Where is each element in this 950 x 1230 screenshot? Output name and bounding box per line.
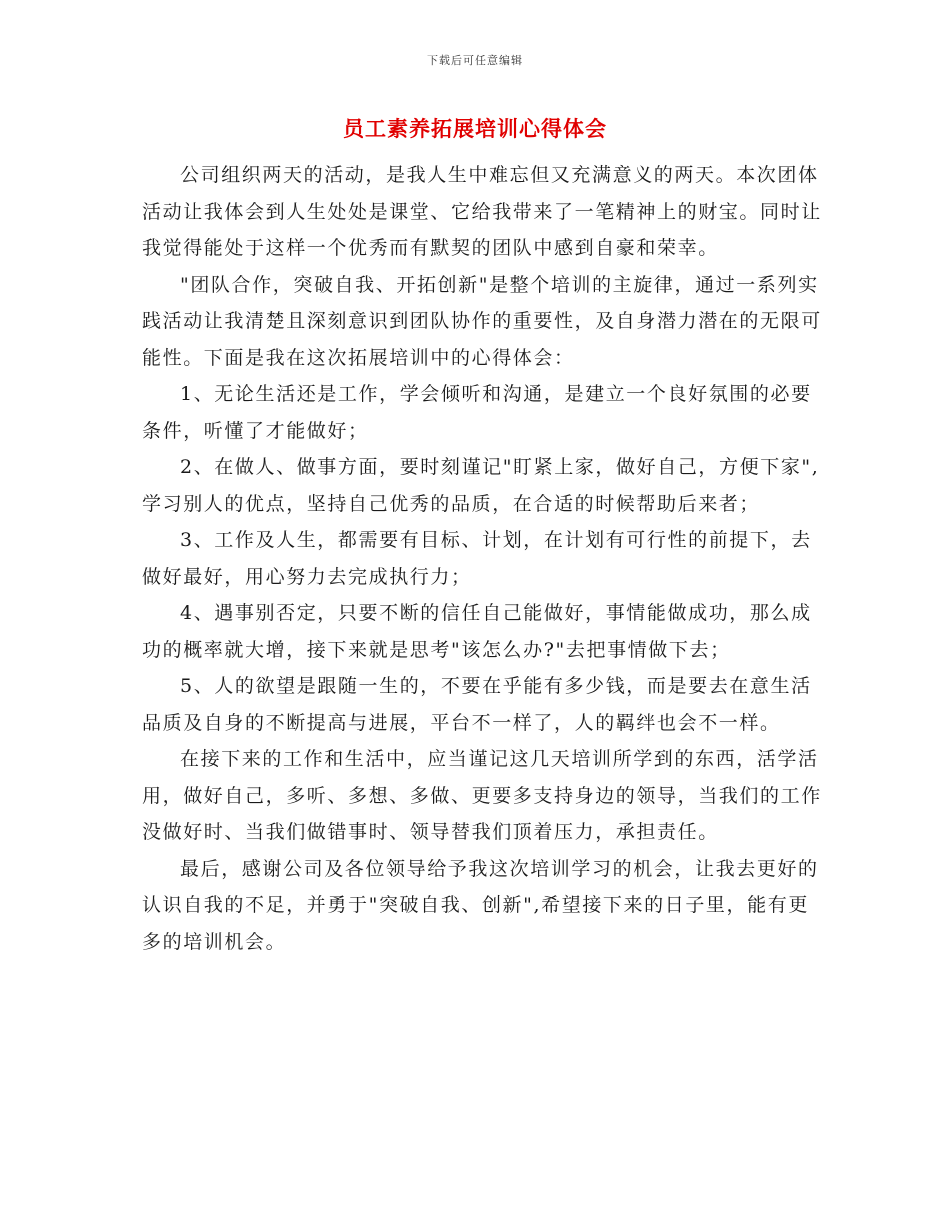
paragraph-point-5: 5、人的欲望是跟随一生的，不要在乎能有多少钱，而是要去在意生活品质及自身的不断提高与进展，平台不一样了，人的羁绊也会不一样。 xyxy=(142,675,812,734)
document-body xyxy=(142,157,822,960)
document-title: 员工素养拓展培训心得体会 xyxy=(343,117,607,141)
paragraph-point-2: 2、在做人、做事方面，要时刻谨记"盯紧上家，做好自己，方便下家",学习别人的优点，坚持自己优秀的品质，在合适的时候帮助后来者； xyxy=(142,456,820,515)
header-note: 下载后可任意编辑 xyxy=(427,54,523,67)
paragraph-closing: 最后，感谢公司及各位领导给予我这次培训学习的机会，让我去更好的认识自我的不足，并勇于"突破自我、创新",希望接下来的日子里，能有更多的培训机会。 xyxy=(142,857,819,953)
paragraph-future: 在接下来的工作和生活中，应当谨记这几天培训所学到的东西，活学活用，做好自己，多听、多想、多做、更要多支持身边的领导，当我们的工作没做好时、当我们做错事时、领导替我们顶着压力，承担责任。 xyxy=(142,748,822,843)
paragraph-theme: "团队合作，突破自我、开拓创新"是整个培训的主旋律，通过一系列实践活动让我清楚且深刻意识到团队协作的重要性，及自身潜力潜在的无限可能性。下面是我在这次拓展培训中的心得体会： xyxy=(142,273,822,369)
paragraph-intro: 公司组织两天的活动，是我人生中难忘但又充满意义的两天。本次团体活动让我体会到人生处处是课堂、它给我带来了一笔精神上的财宝。同时让我觉得能处于这样一个优秀而有默契的团队中感到自豪和荣幸。 xyxy=(142,164,822,259)
paragraph-point-1: 1、无论生活还是工作，学会倾听和沟通，是建立一个良好氛围的必要条件，听懂了才能做好； xyxy=(142,383,812,442)
paragraph-point-3: 3、工作及人生，都需要有目标、计划，在计划有可行性的前提下，去做好最好，用心努力去完成执行力； xyxy=(142,529,812,588)
paragraph-point-4: 4、遇事别否定，只要不断的信任自己能做好，事情能做成功，那么成功的概率就大增，接下来就是思考"该怎么办?"去把事情做下去； xyxy=(142,602,812,661)
